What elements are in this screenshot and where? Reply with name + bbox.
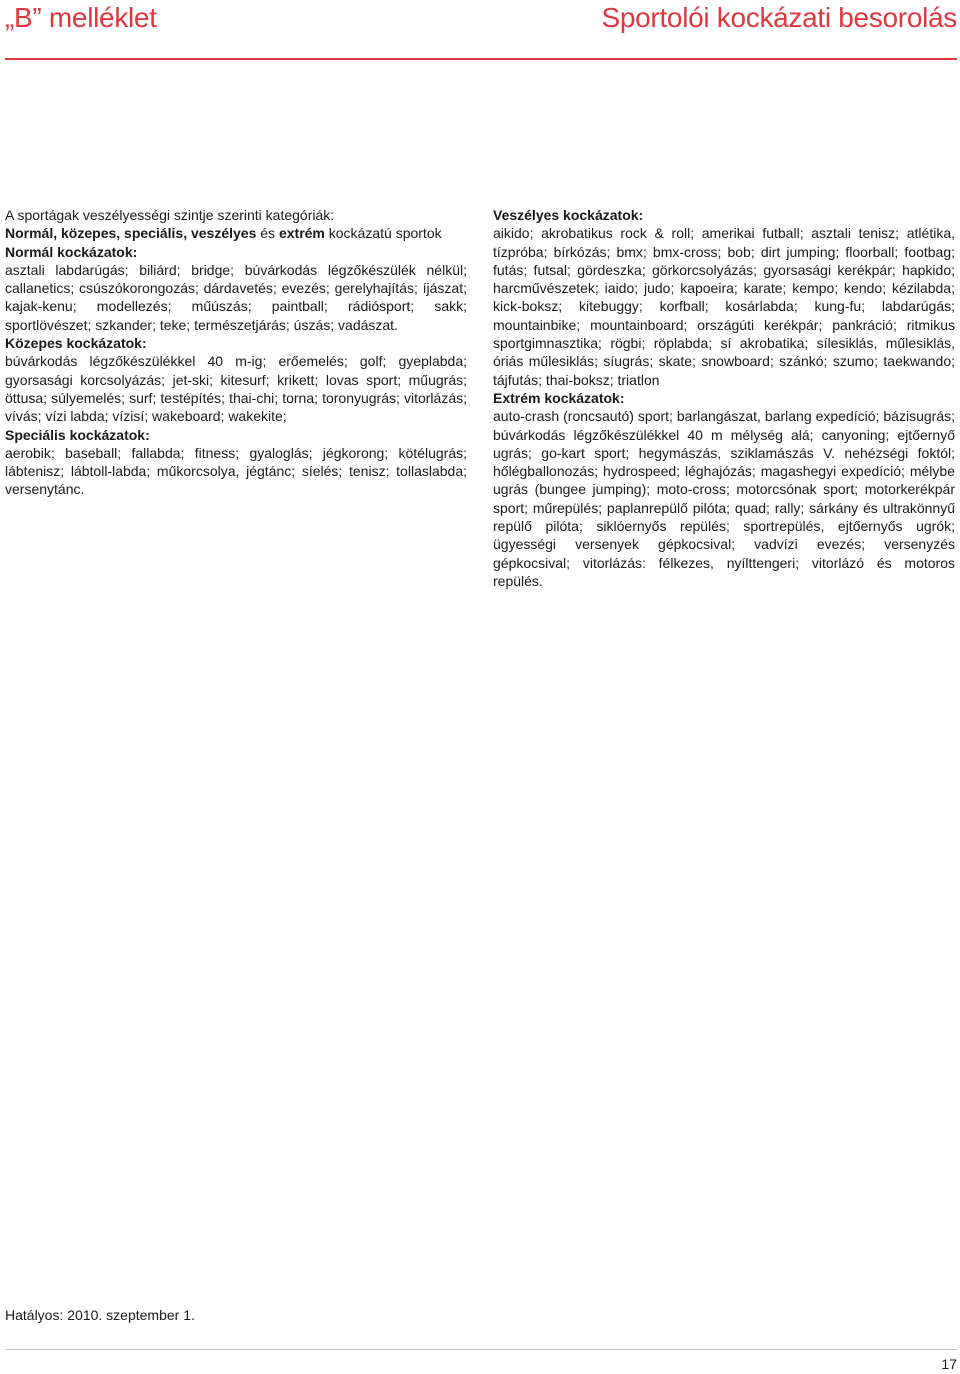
footer-divider (5, 1349, 957, 1350)
section-heading: Normál kockázatok: (5, 243, 138, 260)
section-text: aikido; akrobatikus rock & roll; amerikai futball; asztali tenisz; atlétika, tízpróba; bírkózás; bmx; bmx-cross; bob; dirt jumping; floorball; footbag; futás; futsal; gördeszka; görkorcsolyázás; gyorsasági kerékpár; hapkido; harcművészetek; iaido; judo; kapoeira; karate; kempo; kendo; kézilabda; kick-boksz; kitebuggy; korfball; kosárlabda; kung-fu; labdarúgás; mountainbike; mountainboard; országúti kerékpár; pankráció; ritmikus sportgimnasztika; rögbi; röplabda; sí akrobatika; sílesiklás, műlesiklás, óriás műlesiklás; síugrás; skate; snowboard; szánkó; szumo; taekwando; tájfutás; thai-boksz; triatlon (493, 225, 955, 388)
intro-and: és (256, 225, 279, 242)
section-special (5, 426, 467, 499)
intro-line: A sportágak veszélyességi szintje szerinti kategóriák: (5, 207, 335, 223)
section-medium (5, 334, 467, 425)
section-dangerous (493, 206, 955, 389)
section-extreme (493, 389, 955, 590)
left-column (5, 206, 467, 499)
right-column (493, 206, 955, 590)
section-heading: Speciális kockázatok: (5, 426, 150, 443)
annex-title: „B” melléklet (5, 2, 157, 33)
section-text: asztali labdarúgás; biliárd; bridge; búvárkodás légzőkészülék nélkül; callanetics; csúszókorongozás; dárdavetés; evezés; gerelyhajítás; íjászat; kajak-kenu; modellezés; műúszás; paintball; rádiósport; sakk; sportlövészet; szkander; teke; természetjárás; úszás; vadászat. (5, 261, 467, 333)
effective-date: Hatályos: 2010. szeptember 1. (5, 1307, 195, 1323)
header-divider (5, 58, 957, 60)
intro-bold-extreme: extrém (278, 225, 325, 242)
section-normal (5, 243, 467, 334)
page-title: Sportolói kockázati besorolás (601, 2, 957, 33)
section-heading: Közepes kockázatok: (5, 335, 147, 352)
section-text: aerobik; baseball; fallabda; fitness; gyaloglás; jégkorong; kötélugrás; lábtenisz; lábtoll-labda; műkorcsolya, jégtánc; síelés; tenisz; tollaslabda; versenytánc. (5, 444, 467, 498)
intro-bold-categories: Normál, közepes, speciális, veszélyes (5, 225, 257, 242)
section-text: búvárkodás légzőkészülékkel 40 m-ig; erőemelés; golf; gyeplabda; gyorsasági korcsolyázás; jet-ski; kitesurf; krikett; lovas sport; műugrás; öttusa; súlyemelés; surf; testépítés; thai-chi; torna; toronyugrás; vitorlázás; vívás; vízi labda; vízisí; wakeboard; wakekite; (5, 353, 467, 425)
page-number: 17 (941, 1356, 957, 1372)
intro-paragraph (5, 206, 467, 243)
section-heading: Extrém kockázatok: (493, 389, 625, 406)
intro-categories (5, 224, 467, 242)
section-text: auto-crash (roncsautó) sport; barlangászat, barlang expedíció; bázisugrás; búvárkodás légzőkészülékkel 40 m mélység alá; canyoning; ejtőernyő ugrás; go-kart sport; hegymászás, sziklamászás V. nehézségi foktól; hőlégballonozás; hydrospeed; léghajózás; magashegyi expedíció; mélybe ugrás (bungee jumping); moto-cross; motorcsónak sport; motorkerékpár sport; műrepülés; paplanrepülő pilóta; quad; rally; sárkány és ultrakönnyű repülő pilóta; siklóernyős repülés; sportrepülés, ejtőernyős ugrók; ügyességi versenyek gépkocsival; vadvízi evezés; versenyzés gépkocsival; vitorlázás: félkezes, nyílttengeri; vitorlázó és motoros repülés. (493, 408, 955, 589)
section-heading: Veszélyes kockázatok: (493, 207, 644, 223)
intro-suffix: kockázatú sportok (324, 225, 442, 242)
